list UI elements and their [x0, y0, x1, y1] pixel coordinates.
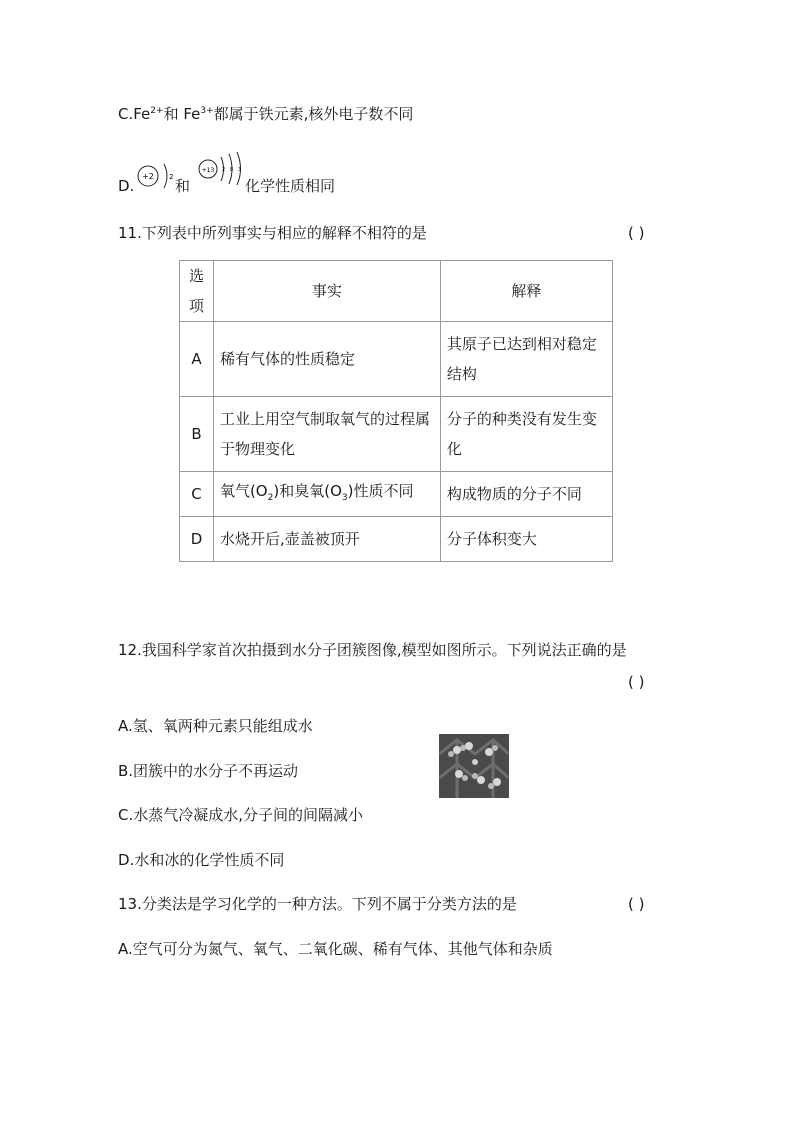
q12-option-c: C.水蒸气冷凝成水,分子间的间隔减小	[118, 806, 364, 824]
row-a-explanation: 其原子已达到相对稳定结构	[440, 322, 612, 397]
q13-stem: 13.分类法是学习化学的一种方法。下列不属于分类方法的是	[118, 895, 517, 913]
aluminum-atom-diagram	[196, 149, 248, 185]
row-c-option: C	[180, 472, 214, 517]
row-d-option: D	[180, 517, 214, 562]
header-explanation: 解释	[440, 261, 612, 322]
table-row	[180, 322, 613, 397]
q10-c-rest: 都属于铁元素,核外电子数不同	[213, 105, 414, 123]
row-c-fact-a: 氧气(O	[219, 481, 268, 500]
q11-table	[179, 260, 613, 562]
q10-d-label: D.	[118, 177, 135, 195]
water-cluster-image	[439, 734, 509, 798]
row-b-explanation: 分子的种类没有发生变化	[440, 397, 612, 472]
helium-atom-diagram	[135, 158, 177, 192]
q10-d-rest: 化学性质相同	[245, 177, 336, 195]
q12-option-d: D.水和冰的化学性质不同	[118, 851, 285, 869]
he-shell-1-count: 2	[169, 173, 174, 181]
row-d-fact: 水烧开后,壶盖被顶开	[213, 517, 440, 562]
row-c-fact-c: )性质不同	[347, 481, 414, 500]
row-b-option: B	[180, 397, 214, 472]
al-nucleus-charge: +13	[201, 167, 215, 174]
row-b-fact: 工业上用空气制取氧气的过程属于物理变化	[213, 397, 440, 472]
q13-option-a: A.空气可分为氮气、氧气、二氧化碳、稀有气体、其他气体和杂质	[118, 940, 553, 958]
q10-option-c	[118, 101, 413, 124]
q10-c-sup2: 3+	[200, 106, 214, 116]
al-shell-1-count: 2	[222, 167, 226, 173]
header-fact: 事实	[213, 261, 440, 322]
q10-d-and: 和	[175, 177, 191, 195]
row-a-option: A	[180, 322, 214, 397]
table-header-row	[180, 261, 613, 322]
q10-c-sup1: 2+	[150, 106, 164, 116]
table-row	[180, 397, 613, 472]
al-shell-3-count: 3	[238, 167, 242, 173]
q10-c-mid: 和 Fe	[163, 105, 201, 123]
table-row	[180, 472, 613, 517]
q12-answer-paren: ( )	[628, 673, 645, 691]
he-shell-1	[164, 164, 167, 188]
q11-answer-paren: ( )	[628, 224, 645, 242]
q12-option-b: B.团簇中的水分子不再运动	[118, 762, 299, 780]
q13-answer-paren: ( )	[628, 895, 645, 913]
row-c-fact-b: )和臭氧(O	[273, 481, 342, 500]
table-row	[180, 517, 613, 562]
q12-stem: 12.我国科学家首次拍摄到水分子团簇图像,模型如图所示。下列说法正确的是	[118, 641, 627, 659]
row-d-explanation: 分子体积变大	[440, 517, 612, 562]
row-c-fact	[213, 472, 440, 517]
q12-option-a: A.氢、氧两种元素只能组成水	[118, 717, 313, 735]
he-nucleus-charge: +2	[142, 172, 154, 181]
header-option: 选项	[180, 261, 214, 322]
row-c-fact-sub1: 2	[267, 492, 274, 503]
row-a-fact: 稀有气体的性质稳定	[213, 322, 440, 397]
row-c-explanation: 构成物质的分子不同	[440, 472, 612, 517]
row-c-fact-sub2: 3	[341, 492, 348, 503]
al-shell-2-count: 8	[230, 167, 234, 173]
q11-stem: 11.下列表中所列事实与相应的解释不相符的是	[118, 224, 427, 242]
q10-c-prefix: C.Fe	[118, 105, 151, 123]
